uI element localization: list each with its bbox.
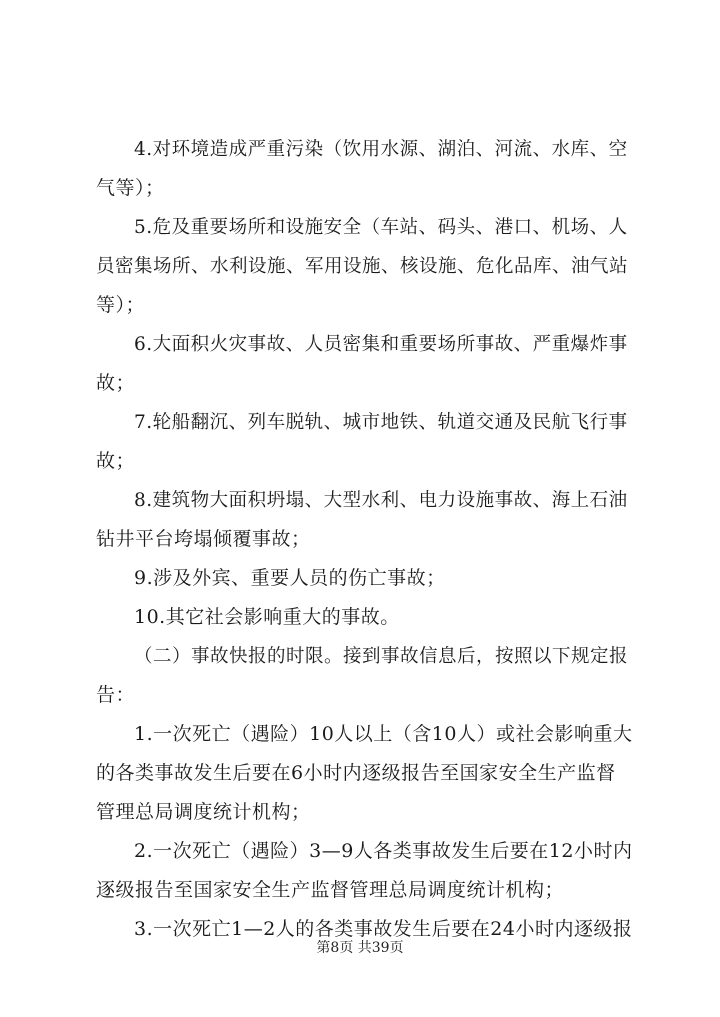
text-line: 等）； <box>96 294 146 316</box>
text-line: 逐级报告至国家安全生产监督管理总局调度统计机构； <box>96 879 565 901</box>
text-block <box>96 130 636 949</box>
text-line: 2.一次死亡（遇险）3—9人各类事故发生后要在12小时内 <box>134 840 633 862</box>
text-line: 1.一次死亡（遇险）10人以上（含10人）或社会影响重大 <box>134 723 633 745</box>
text-line: 7.轮船翻沉、列车脱轨、城市地铁、轨道交通及民航飞行事 <box>134 412 628 433</box>
text-line: 的各类事故发生后要在6小时内逐级报告至国家安全生产监督 <box>96 762 616 784</box>
text-line: 故； <box>96 372 136 394</box>
document-body <box>96 130 636 949</box>
text-line: 钻井平台垮塌倾覆事故； <box>96 528 311 550</box>
text-line: 5.危及重要场所和设施安全（车站、码头、港口、机场、人 <box>134 217 628 238</box>
text-line: 9.涉及外宾、重要人员的伤亡事故； <box>134 567 446 589</box>
text-line: 6.大面积火灾事故、人员密集和重要场所事故、严重爆炸事 <box>134 334 628 355</box>
text-line: 10.其它社会影响重大的事故。 <box>134 606 400 628</box>
text-line: （二）事故快报的时限。接到事故信息后，按照以下规定报 <box>134 646 629 667</box>
text-line: 4.对环境造成严重污染（饮用水源、湖泊、河流、水库、空 <box>134 139 628 160</box>
text-line: 3.一次死亡1—2人的各类事故发生后要在24小时内逐级报 <box>134 918 633 940</box>
text-line: 气等）； <box>96 177 165 199</box>
text-line: 员密集场所、水利设施、军用设施、核设施、危化品库、油气站 <box>96 256 629 277</box>
text-line: 8.建筑物大面积坍塌、大型水利、电力设施事故、海上石油 <box>134 490 628 511</box>
text-line: 故； <box>96 450 136 472</box>
page-number: 第8页 共39页 <box>316 940 404 956</box>
text-line: 告： <box>96 684 136 706</box>
text-line: 管理总局调度统计机构； <box>96 801 311 823</box>
